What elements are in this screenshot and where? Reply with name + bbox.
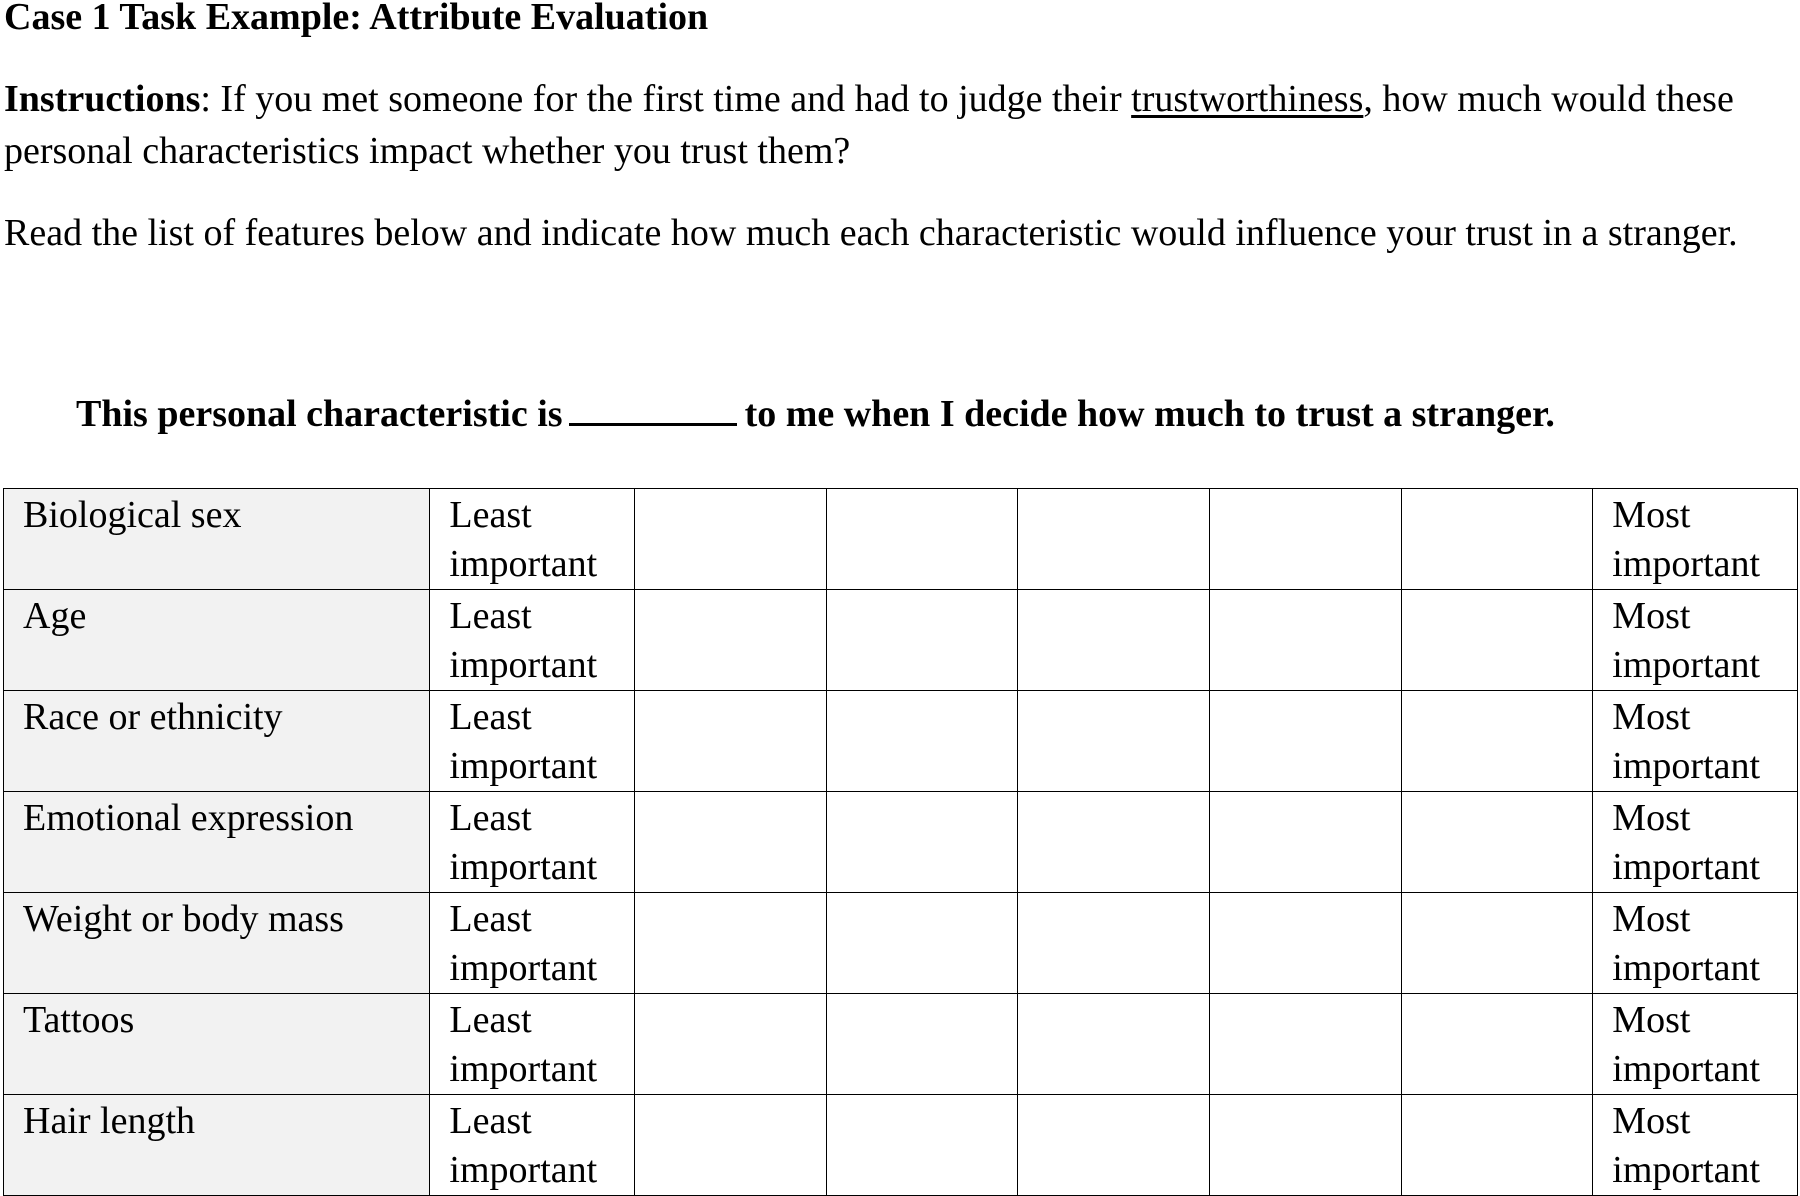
least-important-anchor: Least important — [430, 691, 635, 792]
rating-cell[interactable] — [635, 489, 827, 590]
least-important-anchor: Least important — [430, 792, 635, 893]
instructions-paragraph — [4, 73, 1794, 177]
rating-cell[interactable] — [635, 994, 827, 1095]
rating-cell[interactable] — [1401, 893, 1593, 994]
attribute-label: Biological sex — [4, 489, 430, 590]
rating-cell[interactable] — [635, 792, 827, 893]
instructions-text-before: : If you met someone for the first time and had to judge their — [200, 78, 1132, 120]
attribute-label: Weight or body mass — [4, 893, 430, 994]
rating-cell[interactable] — [1018, 691, 1210, 792]
attribute-label: Age — [4, 590, 430, 691]
rating-cell[interactable] — [826, 691, 1018, 792]
rating-cell[interactable] — [1210, 893, 1402, 994]
most-important-anchor: Most important — [1593, 691, 1798, 792]
least-important-anchor: Least important — [430, 590, 635, 691]
rating-cell[interactable] — [1210, 1095, 1402, 1196]
table-row — [4, 691, 1798, 792]
rating-cell[interactable] — [826, 792, 1018, 893]
rating-cell[interactable] — [1210, 792, 1402, 893]
least-important-anchor: Least important — [430, 994, 635, 1095]
rating-cell[interactable] — [1018, 893, 1210, 994]
rating-table — [3, 488, 1798, 1196]
table-row — [4, 994, 1798, 1095]
page-title: Case 1 Task Example: Attribute Evaluation — [4, 0, 709, 38]
table-row — [4, 1095, 1798, 1196]
table-row — [4, 590, 1798, 691]
rating-cell[interactable] — [1210, 691, 1402, 792]
rating-cell[interactable] — [1401, 792, 1593, 893]
rating-cell[interactable] — [635, 1095, 827, 1196]
rating-cell[interactable] — [1018, 489, 1210, 590]
rating-cell[interactable] — [635, 590, 827, 691]
rating-cell[interactable] — [1018, 590, 1210, 691]
rating-cell[interactable] — [1018, 1095, 1210, 1196]
rating-cell[interactable] — [1210, 590, 1402, 691]
rating-cell[interactable] — [1210, 489, 1402, 590]
rating-cell[interactable] — [635, 691, 827, 792]
rating-cell[interactable] — [826, 590, 1018, 691]
rating-cell[interactable] — [1401, 1095, 1593, 1196]
most-important-anchor: Most important — [1593, 792, 1798, 893]
question-stem — [76, 389, 1555, 439]
attribute-label: Race or ethnicity — [4, 691, 430, 792]
rating-cell[interactable] — [1401, 994, 1593, 1095]
rating-cell[interactable] — [1018, 994, 1210, 1095]
stem-after: to me when I decide how much to trust a stranger. — [744, 393, 1555, 435]
rating-cell[interactable] — [1018, 792, 1210, 893]
rating-cell[interactable] — [1401, 489, 1593, 590]
attribute-label: Tattoos — [4, 994, 430, 1095]
table-row — [4, 489, 1798, 590]
stem-blank — [569, 393, 737, 426]
most-important-anchor: Most important — [1593, 489, 1798, 590]
most-important-anchor: Most important — [1593, 1095, 1798, 1196]
least-important-anchor: Least important — [430, 893, 635, 994]
read-prompt-paragraph: Read the list of features below and indicate how much each characteristic would influence your trust in a stranger. — [4, 212, 1738, 254]
instructions-label: Instructions — [4, 78, 201, 120]
instructions-text-after: , how much would these personal characteristics impact whether you trust them? — [4, 78, 1734, 172]
least-important-anchor: Least important — [430, 489, 635, 590]
most-important-anchor: Most important — [1593, 994, 1798, 1095]
attribute-label: Hair length — [4, 1095, 430, 1196]
rating-cell[interactable] — [1401, 590, 1593, 691]
rating-cell[interactable] — [635, 893, 827, 994]
most-important-anchor: Most important — [1593, 893, 1798, 994]
rating-cell[interactable] — [826, 994, 1018, 1095]
most-important-anchor: Most important — [1593, 590, 1798, 691]
rating-cell[interactable] — [1401, 691, 1593, 792]
stem-before: This personal characteristic is — [76, 393, 563, 435]
least-important-anchor: Least important — [430, 1095, 635, 1196]
rating-cell[interactable] — [826, 893, 1018, 994]
attribute-label: Emotional expression — [4, 792, 430, 893]
rating-cell[interactable] — [826, 489, 1018, 590]
instructions-underlined-word: trustworthiness — [1131, 78, 1364, 120]
rating-cell[interactable] — [1210, 994, 1402, 1095]
rating-cell[interactable] — [826, 1095, 1018, 1196]
table-row — [4, 792, 1798, 893]
table-row — [4, 893, 1798, 994]
